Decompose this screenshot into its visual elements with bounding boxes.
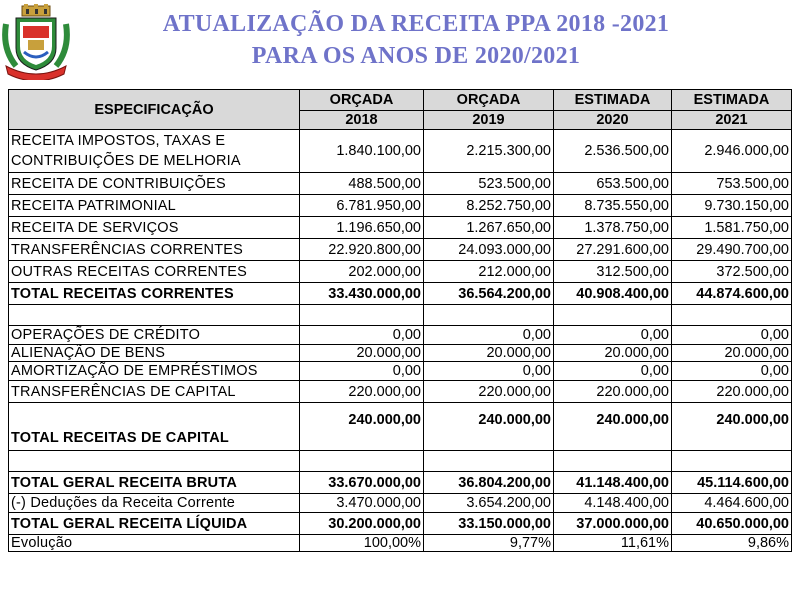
cell-value: 240.000,00 xyxy=(424,403,554,451)
table-row-total xyxy=(9,403,792,451)
table-row xyxy=(9,345,792,362)
row-label: RECEITA IMPOSTOS, TAXAS E CONTRIBUIÇÕES DE MELHORIA xyxy=(9,130,300,173)
cell-value: 220.000,00 xyxy=(554,381,672,403)
table-row-total xyxy=(9,472,792,494)
row-label: (-) Deduções da Receita Corrente xyxy=(9,494,300,513)
table-row xyxy=(9,130,792,173)
cell-value: 653.500,00 xyxy=(554,173,672,195)
cell-value: 29.490.700,00 xyxy=(672,239,792,261)
cell-value: 0,00 xyxy=(554,362,672,381)
cell-value: 20.000,00 xyxy=(672,345,792,362)
table-row-total xyxy=(9,283,792,305)
cell-value: 36.564.200,00 xyxy=(424,283,554,305)
column-label: ORÇADA xyxy=(300,90,424,111)
row-label: TOTAL GERAL RECEITA BRUTA xyxy=(9,472,300,494)
cell-value: 1.378.750,00 xyxy=(554,217,672,239)
cell-value: 0,00 xyxy=(554,326,672,345)
cell-value: 4.464.600,00 xyxy=(672,494,792,513)
spec-header: ESPECIFICAÇÃO xyxy=(9,90,300,130)
row-label: ALIENAÇÃO DE BENS xyxy=(9,345,300,362)
cell-value: 2.536.500,00 xyxy=(554,130,672,173)
cell-value: 27.291.600,00 xyxy=(554,239,672,261)
cell-value: 3.654.200,00 xyxy=(424,494,554,513)
cell-value: 33.670.000,00 xyxy=(300,472,424,494)
table-row-spacer xyxy=(9,451,792,472)
cell-value: 8.252.750,00 xyxy=(424,195,554,217)
row-label: TRANSFERÊNCIAS DE CAPITAL xyxy=(9,381,300,403)
table-row xyxy=(9,261,792,283)
page-title-line2: PARA OS ANOS DE 2020/2021 xyxy=(251,43,581,69)
row-label: OPERAÇÕES DE CRÉDITO xyxy=(9,326,300,345)
cell-value: 220.000,00 xyxy=(424,381,554,403)
cell-value: 220.000,00 xyxy=(672,381,792,403)
column-year: 2021 xyxy=(672,111,792,130)
cell-value: 20.000,00 xyxy=(554,345,672,362)
row-label: TOTAL RECEITAS DE CAPITAL xyxy=(9,403,300,451)
cell-value: 40.650.000,00 xyxy=(672,513,792,535)
table-row xyxy=(9,362,792,381)
cell-value: 40.908.400,00 xyxy=(554,283,672,305)
cell-value: 212.000,00 xyxy=(424,261,554,283)
municipal-coat-of-arms-logo xyxy=(2,4,70,80)
cell-value: 488.500,00 xyxy=(300,173,424,195)
column-label: ESTIMADA xyxy=(672,90,792,111)
cell-value: 33.430.000,00 xyxy=(300,283,424,305)
table-row xyxy=(9,173,792,195)
cell-value: 8.735.550,00 xyxy=(554,195,672,217)
cell-value: 41.148.400,00 xyxy=(554,472,672,494)
cell-value: 2.946.000,00 xyxy=(672,130,792,173)
table-row xyxy=(9,494,792,513)
table-row xyxy=(9,535,792,552)
cell-value: 100,00% xyxy=(300,535,424,552)
column-year: 2018 xyxy=(300,111,424,130)
cell-value: 0,00 xyxy=(300,326,424,345)
cell-value: 2.215.300,00 xyxy=(424,130,554,173)
cell-value: 30.200.000,00 xyxy=(300,513,424,535)
table-row-total xyxy=(9,513,792,535)
row-label: TOTAL RECEITAS CORRENTES xyxy=(9,283,300,305)
row-label: AMORTIZAÇÃO DE EMPRÉSTIMOS xyxy=(9,362,300,381)
cell-value: 240.000,00 xyxy=(672,403,792,451)
cell-value: 36.804.200,00 xyxy=(424,472,554,494)
column-label: ESTIMADA xyxy=(554,90,672,111)
cell-value: 20.000,00 xyxy=(424,345,554,362)
cell-value: 6.781.950,00 xyxy=(300,195,424,217)
page-title-line1: ATUALIZAÇÃO DA RECEITA PPA 2018 -2021 xyxy=(162,11,670,37)
column-year: 2019 xyxy=(424,111,554,130)
cell-value: 240.000,00 xyxy=(554,403,672,451)
cell-value: 22.920.800,00 xyxy=(300,239,424,261)
cell-value: 24.093.000,00 xyxy=(424,239,554,261)
table-row xyxy=(9,239,792,261)
cell-value: 202.000,00 xyxy=(300,261,424,283)
revenue-table xyxy=(8,89,792,552)
cell-value: 0,00 xyxy=(424,362,554,381)
cell-value: 9,77% xyxy=(424,535,554,552)
cell-value: 1.196.650,00 xyxy=(300,217,424,239)
cell-value: 0,00 xyxy=(672,362,792,381)
cell-value: 240.000,00 xyxy=(300,403,424,451)
cell-value: 1.840.100,00 xyxy=(300,130,424,173)
cell-value: 0,00 xyxy=(424,326,554,345)
cell-value: 37.000.000,00 xyxy=(554,513,672,535)
row-label: OUTRAS RECEITAS CORRENTES xyxy=(9,261,300,283)
column-year: 2020 xyxy=(554,111,672,130)
table-row xyxy=(9,381,792,403)
cell-value: 9.730.150,00 xyxy=(672,195,792,217)
cell-value: 44.874.600,00 xyxy=(672,283,792,305)
row-label: TRANSFERÊNCIAS CORRENTES xyxy=(9,239,300,261)
cell-value: 1.267.650,00 xyxy=(424,217,554,239)
cell-value: 9,86% xyxy=(672,535,792,552)
table-row xyxy=(9,195,792,217)
row-label: RECEITA DE SERVIÇOS xyxy=(9,217,300,239)
cell-value: 20.000,00 xyxy=(300,345,424,362)
cell-value: 4.148.400,00 xyxy=(554,494,672,513)
cell-value: 0,00 xyxy=(300,362,424,381)
cell-value: 11,61% xyxy=(554,535,672,552)
cell-value: 3.470.000,00 xyxy=(300,494,424,513)
row-label: RECEITA PATRIMONIAL xyxy=(9,195,300,217)
cell-value: 372.500,00 xyxy=(672,261,792,283)
cell-value: 753.500,00 xyxy=(672,173,792,195)
cell-value: 523.500,00 xyxy=(424,173,554,195)
row-label: TOTAL GERAL RECEITA LÍQUIDA xyxy=(9,513,300,535)
column-label: ORÇADA xyxy=(424,90,554,111)
row-label: RECEITA DE CONTRIBUIÇÕES xyxy=(9,173,300,195)
table-row-spacer xyxy=(9,305,792,326)
cell-value: 1.581.750,00 xyxy=(672,217,792,239)
table-row xyxy=(9,217,792,239)
cell-value: 312.500,00 xyxy=(554,261,672,283)
table-row xyxy=(9,326,792,345)
cell-value: 45.114.600,00 xyxy=(672,472,792,494)
row-label: Evolução xyxy=(9,535,300,552)
cell-value: 0,00 xyxy=(672,326,792,345)
cell-value: 33.150.000,00 xyxy=(424,513,554,535)
cell-value: 220.000,00 xyxy=(300,381,424,403)
